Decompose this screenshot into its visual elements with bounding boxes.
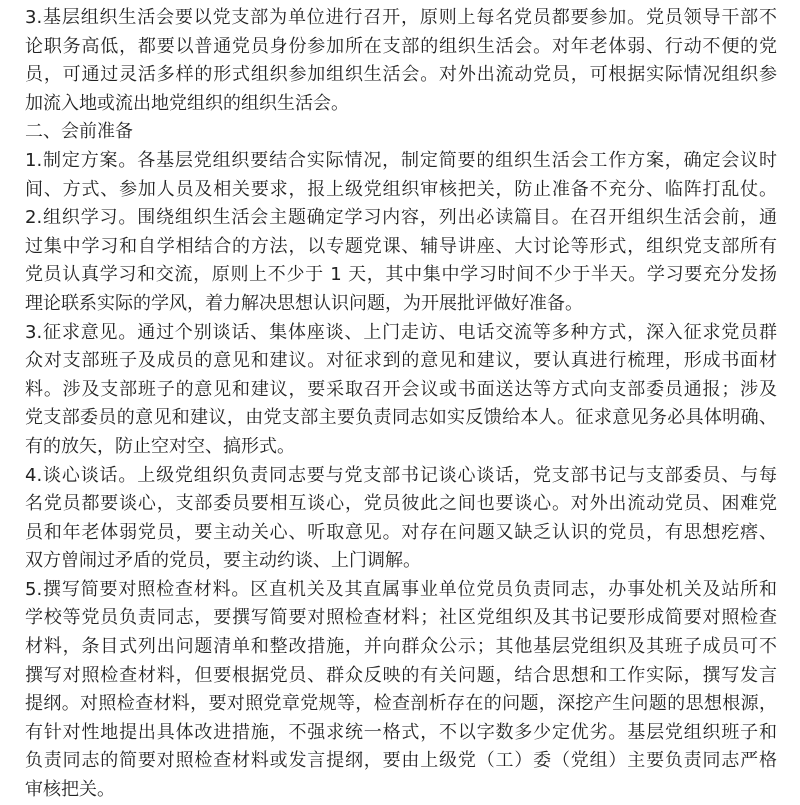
- text-line: 员和年老体弱党员，要主动关心、听取意见。对存在问题又缺乏认识的党员，有思想疙瘩、: [25, 521, 777, 543]
- text-line: 有针对性地提出具体改进措施，不强求统一格式，不以字数多少定优劣。基层党组织班子和: [25, 721, 777, 743]
- text-line: 党员认真学习和交流，原则上不少于 1 天，其中集中学习时间不少于半天。学习要充分发扬: [25, 264, 777, 286]
- text-line: 理论联系实际的学风，着力解决思想认识问题，为开展批评做好准备。: [25, 292, 583, 314]
- section-heading: 二、会前准备: [25, 121, 133, 143]
- text-line: 1.制定方案。各基层党组织要结合实际情况，制定简要的组织生活会工作方案，确定会议时: [25, 149, 777, 171]
- text-line: 加流入地或流出地党组织的组织生活会。: [25, 92, 349, 114]
- text-line: 2.组织学习。围绕组织生活会主题确定学习内容，列出必读篇目。在召开组织生活会前，通: [25, 207, 777, 229]
- text-line: 3.征求意见。通过个别谈话、集体座谈、上门走访、电话交流等多种方式，深入征求党员群: [25, 321, 777, 343]
- text-line: 间、方式、参加人员及相关要求，报上级党组织审核把关，防止准备不充分、临阵打乱仗。: [25, 178, 777, 200]
- text-line: 材料，条目式列出问题清单和整改措施，并向群众公示；其他基层党组织及其班子成员可不: [25, 636, 777, 658]
- text-line: 撰写对照检查材料，但要根据党员、群众反映的有关问题，结合思想和工作实际，撰写发言: [25, 664, 777, 686]
- text-line: 论职务高低，都要以普通党员身份参加所在支部的组织生活会。对年老体弱、行动不便的党: [25, 35, 777, 57]
- text-line: 4.谈心谈话。上级党组织负责同志要与党支部书记谈心谈话，党支部书记与支部委员、与每: [25, 464, 777, 486]
- text-line: 众对支部班子及成员的意见和建议。对征求到的意见和建议，要认真进行梳理，形成书面材: [25, 350, 777, 372]
- text-line: 审核把关。: [25, 779, 115, 801]
- text-line: 5.撰写简要对照检查材料。区直机关及其直属事业单位党员负责同志，办事处机关及站所和: [25, 578, 777, 600]
- text-line: 双方曾闹过矛盾的党员，要主动约谈、上门调解。: [25, 550, 421, 572]
- text-line: 3.基层组织生活会要以党支部为单位进行召开，原则上每名党员都要参加。党员领导干部不: [25, 7, 777, 28]
- text-line: 过集中学习和自学相结合的方法，以专题党课、辅导讲座、大讨论等形式，组织党支部所有: [25, 235, 777, 257]
- text-line: 负责同志的简要对照检查材料或发言提纲，要由上级党（工）委（党组）主要负责同志严格: [25, 750, 777, 772]
- text-line: 有的放矢，防止空对空、搞形式。: [25, 435, 295, 457]
- document-body: [25, 4, 777, 805]
- text-line: 员，可通过灵活多样的形式组织参加组织生活会。对外出流动党员，可根据实际情况组织参: [25, 64, 777, 86]
- text-line: 学校等党员负责同志，要撰写简要对照检查材料；社区党组织及其书记要形成简要对照检查: [25, 607, 777, 629]
- text-line: 料。涉及支部班子的意见和建议，要采取召开会议或书面送达等方式向支部委员通报；涉及: [25, 378, 777, 400]
- text-line: 党支部委员的意见和建议，由党支部主要负责同志如实反馈给本人。征求意见务必具体明确、: [25, 407, 777, 429]
- text-line: 名党员都要谈心，支部委员要相互谈心，党员彼此之间也要谈心。对外出流动党员、困难党: [25, 493, 777, 515]
- text-line: 提纲。对照检查材料，要对照党章党规等，检查剖析存在的问题，深挖产生问题的思想根源，: [25, 693, 777, 715]
